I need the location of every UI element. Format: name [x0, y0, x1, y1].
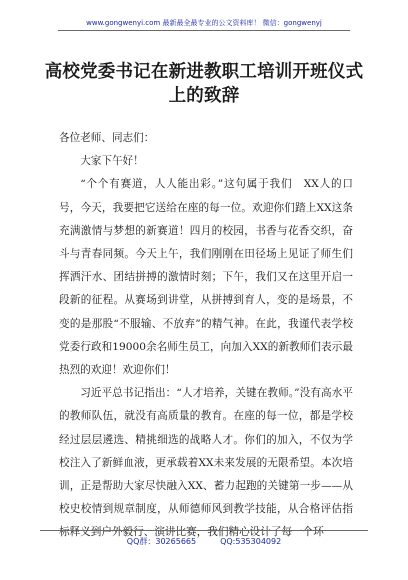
- footer-text: QQ群：30265665 QQ:535304092: [126, 537, 282, 546]
- paragraph-2: 习近平总书记指出：“人才培养，关键在教师。”没有高水平的教师队伍，就没有高质量的教育。在座的每一位，都是学校经过层层遴选、精挑细选的战略人才。你们的加入，不仅为学校注入了新鲜血液，更承载着XX未来发展的无限希望。本次培训，正是帮助大家尽快融入XX、蓄力起跑的关键第一步——从校史校情到规章制度，从师德师风到教学技能，从合格评估指标释义到户外毅行、演讲比赛，我们精心设计了每一个环: [59, 387, 353, 539]
- title-line-2: 上的致辞: [168, 86, 240, 106]
- document-body: [59, 127, 353, 545]
- title-line-1: 高校党委书记在新进教职工培训开班仪式: [44, 62, 364, 82]
- header-divider: [58, 30, 350, 31]
- document-title: [40, 60, 368, 108]
- paragraph-1: “个个有赛道，人人能出彩。”这句属于我们 XX人的口号，今天，我要把它送给在座的每一位。欢迎你们踏上XX这条充满激情与梦想的新赛道！四月的校园，书香与花香交织，奋斗与青春同频。今天上午，我们刚刚在田径场上见证了师生们挥洒汗水、团结拼搏的激情时刻；下午，我们又在这里开启一段新的征程。从赛场到讲堂，从拼搏到育人，变的是场景，不变的是那股“不服输、不放弃”的精气神。在此，我谨代表学校党委行政和19000余名师生员工，向加入XX的新教师们表示最热烈的欢迎！欢迎你们！: [59, 178, 353, 377]
- salutation: 各位老师、同志们：: [59, 132, 155, 144]
- greeting: 大家下午好！: [80, 155, 144, 168]
- header-text: www.gongwenyi.com 最新最全最专业的公文资料库！ 微信：gongwenyj: [86, 19, 322, 27]
- footer-divider: [40, 530, 368, 531]
